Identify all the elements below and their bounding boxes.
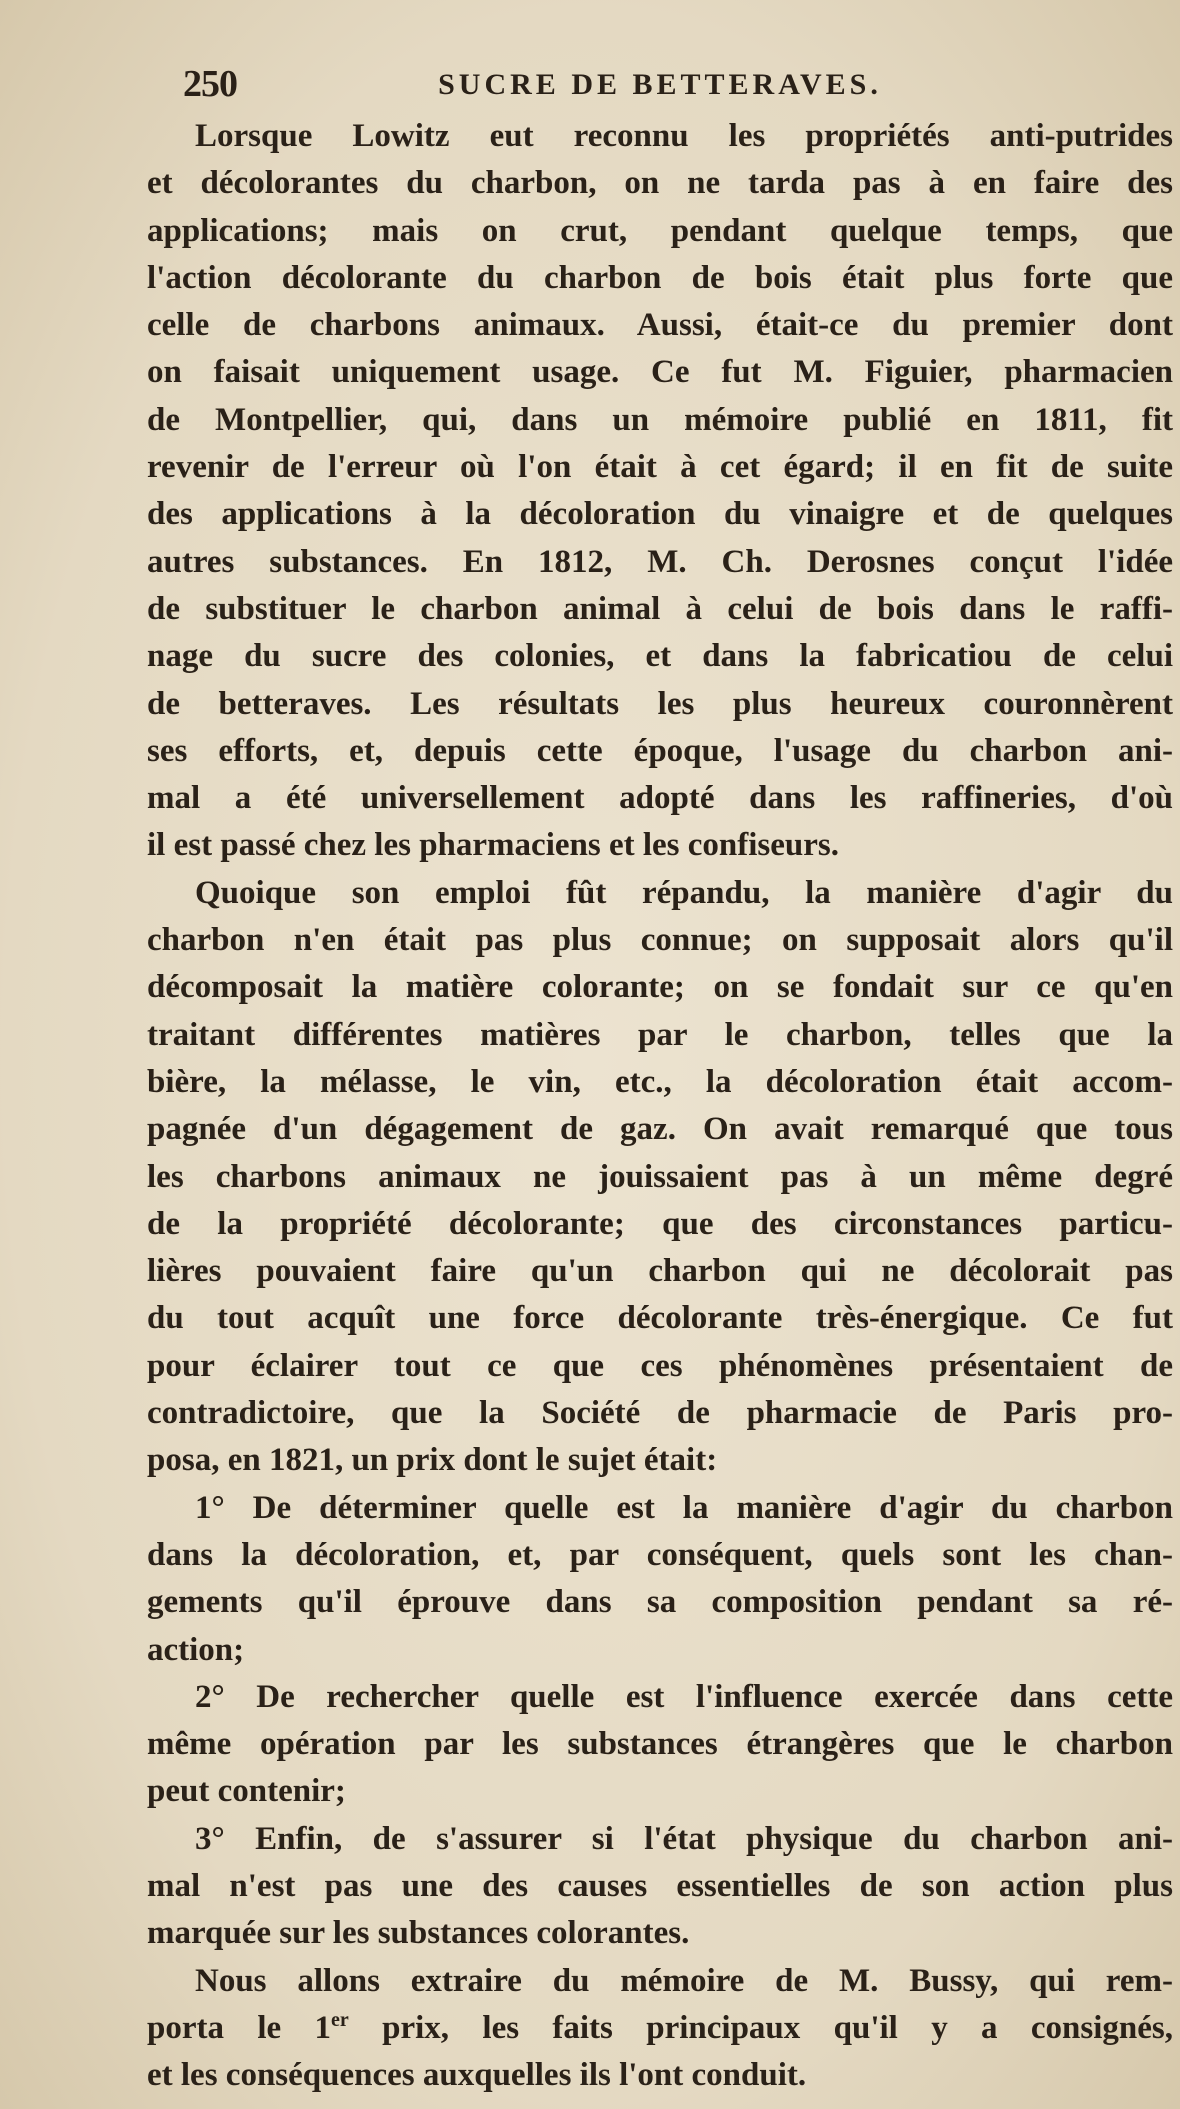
text-line (147, 1390, 1173, 1437)
text-line-content: bière, la mélasse, le vin, etc., la décoloration était accom- (147, 1063, 1173, 1100)
text-line (147, 2052, 1173, 2099)
text-line (147, 775, 1173, 822)
text-line (147, 444, 1173, 491)
text-line (147, 1248, 1173, 1295)
running-header (145, 62, 1175, 108)
text-line (147, 728, 1173, 775)
page-body-text (147, 113, 1173, 2099)
text-line (147, 964, 1173, 1011)
text-line-content: marquée sur les substances colorantes. (147, 1915, 690, 1952)
text-line (147, 1295, 1173, 1342)
text-line (147, 208, 1173, 255)
text-line-content: posa, en 1821, un prix dont le sujet était: (147, 1442, 718, 1479)
running-title: SUCRE DE BETTERAVES. (438, 68, 882, 101)
text-line (147, 160, 1173, 207)
text-line (147, 1910, 1173, 1957)
text-line-content: pour éclairer tout ce que ces phénomènes présentaient de (147, 1347, 1173, 1384)
text-line (147, 302, 1173, 349)
text-line-content: revenir de l'erreur où l'on était à cet égard; il en fit de suite (147, 449, 1173, 486)
text-line-content: du tout acquît une force décolorante très-énergique. Ce fut (147, 1300, 1173, 1337)
text-line (147, 822, 1173, 869)
text-line-continuation: prix, les faits principaux qu'il y a consignés, (348, 2009, 1173, 2046)
text-line-content: contradictoire, que la Société de pharmacie de Paris pro- (147, 1395, 1173, 1432)
text-line (147, 1201, 1173, 1248)
text-line (147, 633, 1173, 680)
text-line (147, 870, 1173, 917)
text-line (147, 1437, 1173, 1484)
text-line (147, 1532, 1173, 1579)
text-line (147, 1816, 1173, 1863)
text-line (147, 1627, 1173, 1674)
text-line (147, 1863, 1173, 1910)
text-line (147, 1958, 1173, 2005)
text-line-content: mal n'est pas une des causes essentielles de son action plus (147, 1867, 1173, 1904)
text-line (147, 1343, 1173, 1390)
text-line-content: de la propriété décolorante; que des circonstances particu- (147, 1205, 1173, 1242)
text-line-content: et les conséquences auxquelles ils l'ont conduit. (147, 2057, 807, 2094)
text-line (147, 586, 1173, 633)
text-line-content: décomposait la matière colorante; on se fondait sur ce qu'en (147, 969, 1173, 1006)
text-line (147, 113, 1173, 160)
text-line (147, 1485, 1173, 1532)
text-line-content: Nous allons extraire du mémoire de M. Bussy, qui rem- (195, 1962, 1173, 1999)
text-line-content: applications; mais on crut, pendant quelque temps, que (147, 212, 1173, 249)
text-line-content: Quoique son emploi fût répandu, la manière d'agir du (195, 874, 1173, 911)
text-line (147, 1579, 1173, 1626)
text-line-content: pagnée d'un dégagement de gaz. On avait remarqué que tous (147, 1111, 1173, 1148)
text-line (147, 539, 1173, 586)
text-line (147, 1106, 1173, 1153)
text-line-content: dans la décoloration, et, par conséquent, quels sont les chan- (147, 1536, 1173, 1573)
text-line (147, 1768, 1173, 1815)
text-line-content: même opération par les substances étrangères que le charbon (147, 1726, 1173, 1763)
text-line (147, 1059, 1173, 1106)
text-line (147, 397, 1173, 444)
text-line-content: de betteraves. Les résultats les plus heureux couronnèrent (147, 685, 1173, 722)
text-line-content: et décolorantes du charbon, on ne tarda pas à en faire des (147, 165, 1173, 202)
text-line-content: mal a été universellement adopté dans les raffineries, d'où (147, 780, 1173, 817)
text-line-content: peut contenir; (147, 1773, 346, 1810)
text-line (147, 1721, 1173, 1768)
text-line-content: de substituer le charbon animal à celui de bois dans le raffi- (147, 590, 1173, 627)
text-line-content: les charbons animaux ne jouissaient pas à un même degré (147, 1158, 1173, 1195)
text-line-content: 3° Enfin, de s'assurer si l'état physique du charbon ani- (195, 1820, 1173, 1857)
text-line-content: de Montpellier, qui, dans un mémoire publié en 1811, fit (147, 401, 1173, 438)
text-line (147, 1674, 1173, 1721)
text-line-content: des applications à la décoloration du vinaigre et de quelques (147, 496, 1173, 533)
text-line (147, 349, 1173, 396)
text-line-content: traitant différentes matières par le charbon, telles que la (147, 1016, 1173, 1053)
text-line (147, 2005, 1173, 2052)
text-line-content: 1° De déterminer quelle est la manière d'agir du charbon (195, 1489, 1173, 1526)
text-line-content: charbon n'en était pas plus connue; on supposait alors qu'il (147, 922, 1173, 959)
text-line-content: action; (147, 1631, 245, 1668)
text-line (147, 917, 1173, 964)
page-number: 250 (183, 63, 237, 105)
text-line-content: gements qu'il éprouve dans sa composition pendant sa ré- (147, 1584, 1173, 1621)
text-line-content: il est passé chez les pharmaciens et les confiseurs. (147, 827, 839, 864)
text-line-content: nage du sucre des colonies, et dans la fabricatiou de celui (147, 638, 1173, 675)
text-line-content: l'action décolorante du charbon de bois était plus forte que (147, 259, 1173, 296)
text-line-content: 2° De rechercher quelle est l'influence exercée dans cette (195, 1678, 1173, 1715)
text-line-content: on faisait uniquement usage. Ce fut M. Figuier, pharmacien (147, 354, 1173, 391)
text-line (147, 1154, 1173, 1201)
text-line-content: autres substances. En 1812, M. Ch. Derosnes conçut l'idée (147, 543, 1173, 580)
superscript: er (331, 2008, 349, 2031)
text-line-content: porta le 1 (147, 2009, 332, 2046)
text-line (147, 491, 1173, 538)
text-line (147, 255, 1173, 302)
text-line (147, 681, 1173, 728)
text-line-content: Lorsque Lowitz eut reconnu les propriétés anti-putrides (195, 118, 1173, 154)
text-line-content: ses efforts, et, depuis cette époque, l'usage du charbon ani- (147, 732, 1173, 769)
text-line (147, 1012, 1173, 1059)
text-line-content: lières pouvaient faire qu'un charbon qui ne décolorait pas (147, 1253, 1173, 1290)
text-line-content: celle de charbons animaux. Aussi, était-ce du premier dont (147, 307, 1173, 344)
